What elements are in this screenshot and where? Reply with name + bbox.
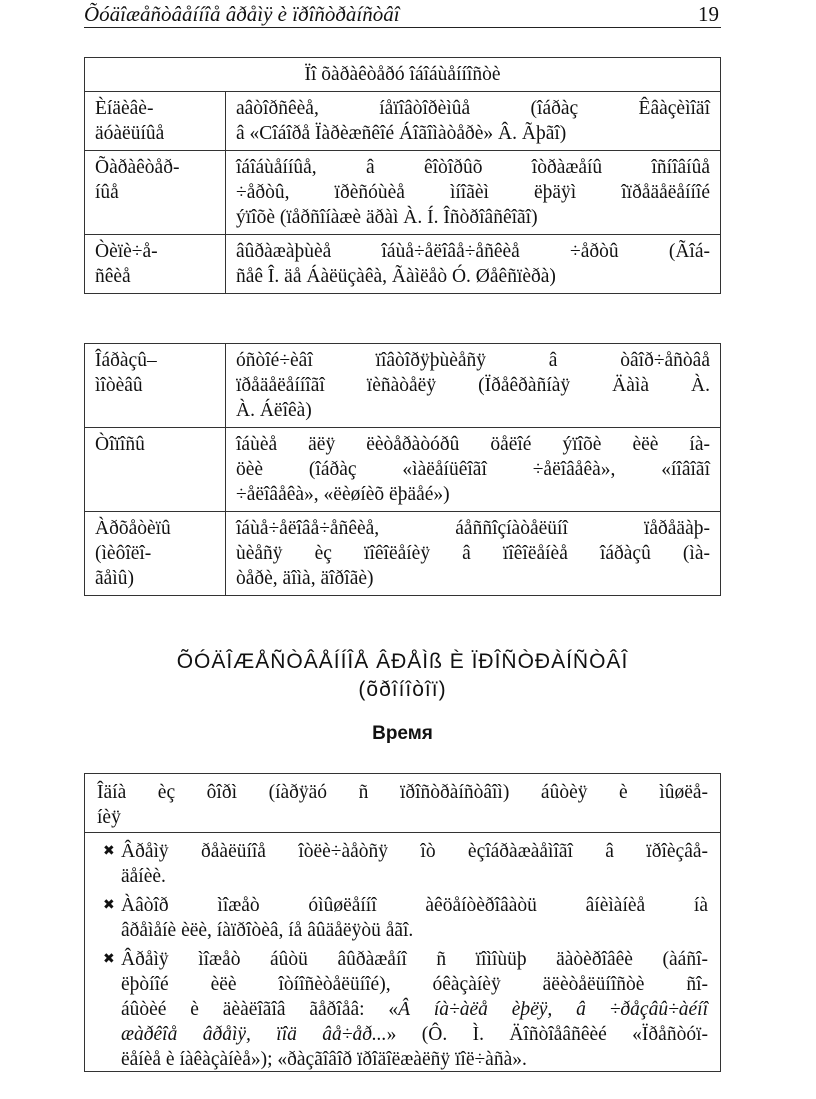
table-row: [85, 512, 721, 596]
desc-line: óñòîé÷èâî ïîâòîðÿþùèåñÿ â òâîð÷åñòâå: [236, 350, 710, 371]
table-row: [85, 235, 721, 294]
definition-line: Îäíà èç ôîðì (íàðÿäó ñ ïðîñòðàíñòâîì) áûòèÿ è ìûøëå-: [97, 782, 708, 803]
time-definition-box: [84, 773, 721, 1072]
section-title: ÕÓÄÎÆÅÑÒÂÅÍÍÎÅ ÂÐÅÌß È ÏÐÎÑÒÐÀÍÑÒÂÎ: [176, 650, 629, 673]
item-text: (Ô. Ì. Äîñòîåâñêèé «Ïðåñòóï-: [421, 1024, 708, 1045]
list-item: [95, 839, 708, 889]
term: äóàëüíûå: [95, 123, 165, 144]
list-item: [95, 893, 708, 943]
term: Àðõåòèïû: [95, 518, 171, 539]
item-line: Âðåìÿ ðåàëüíîå îòëè÷àåòñÿ îò èçîáðàæàåìîãî â ïðîèçâå-: [121, 841, 708, 862]
page-number: 19: [698, 2, 719, 26]
term: Õàðàêòåð-: [95, 157, 180, 178]
image-types-table: [84, 343, 721, 596]
cross-mark-icon: ✖: [103, 952, 115, 967]
running-title: Õóäîæåñòâåííîå âðåìÿ è ïðîñòðàíñòâî: [84, 2, 400, 26]
desc-line: ïðåäåëåííîãî ïèñàòåëÿ (Ïðåêðàñíàÿ Äàìà À.: [236, 375, 710, 396]
term: íûå: [95, 182, 119, 203]
term: ãåìû): [95, 568, 134, 589]
desc-line: ÷åðòû, ïðèñóùèå ìíîãèì ëþäÿì îïðåäåëåííîé: [236, 182, 710, 203]
desc-line: îáùå÷åëîâå÷åñêèå, áåññîçíàòåëüíî ïåðåäàþ-: [236, 518, 710, 539]
desc-line: ñåê Î. äå Áàëüçàêà, Ãàìëåò Ó. Øåêñïèðà): [236, 266, 556, 287]
item-text: áûòèé è äèàëîãîâ ãåðîåâ:: [121, 999, 365, 1020]
desc-line: îáîáùåííûå, â êîòîðûõ îòðàæåíû îñíîâíûå: [236, 157, 710, 178]
desc-line: òåðè, äîìà, äîðîãè): [236, 568, 374, 589]
list-item: [95, 947, 708, 1072]
desc-line: ÷åëîâåêà», «ëèøíèõ ëþäåé»): [236, 484, 450, 505]
table-row: [85, 344, 721, 428]
desc-line: â «Cîáîðå Ïàðèæñêîé Áîãîìàòåðè» Â. Ãþãî): [236, 123, 567, 144]
term: ñêèå: [95, 266, 131, 287]
quote: Â íà÷àëå èþëÿ, â ÷ðåçâû÷àéíî: [398, 999, 709, 1020]
item-line: æàðêîå âðåìÿ, ïîä âå÷åð...» (Ô. Ì. Äîñòîåâñêèé «Ïðåñòóï-: [121, 1024, 708, 1045]
item-line: ëåíèå è íàêàçàíèå»); «ðàçãîâîð ïðîäîëæàëñÿ ïîë÷àñà».: [121, 1049, 527, 1070]
desc-line: ýïîõè (ïåðñîíàæè äðàì À. Í. Îñòðîâñêîãî): [236, 207, 538, 228]
quote: æàðêîå âðåìÿ, ïîä âå÷åð...: [121, 1024, 387, 1045]
desc-line: À. Áëîêà): [236, 400, 312, 421]
item-line: ëþòíîé èëè îòíîñèòåëüíîé), óêàçàíèÿ äëèòåëüíîñòè ñî-: [121, 974, 708, 995]
running-header: [84, 2, 721, 28]
term: ìîòèâû: [95, 375, 143, 396]
cross-mark-icon: ✖: [103, 898, 115, 913]
table-row: [85, 428, 721, 512]
desc-line: aâòîðñêèå, íåïîâòîðèìûå (îáðàç Êâàçèìîäî: [236, 98, 710, 119]
desc-line: öèè (îáðàç «ìàëåíüêîãî ÷åëîâåêà», «íîâîãî: [236, 459, 710, 480]
cross-mark-icon: ✖: [103, 844, 115, 859]
generalization-table: [84, 57, 721, 294]
item-line: Àâòîð ìîæåò óìûøëåííî àêöåíòèðîâàòü âíèìàíèå íà: [121, 895, 708, 916]
item-line: âðåìåíè èëè, íàïðîòèâ, íå âûäåëÿòü åãî.: [121, 920, 414, 941]
section-subtitle: Время: [372, 723, 433, 744]
term: (ìèôîëî-: [95, 543, 152, 564]
table-row: [85, 92, 721, 151]
term: Îáðàçû–: [95, 350, 157, 371]
term: Èíäèâè-: [95, 98, 154, 119]
term: Òîïîñû: [95, 434, 145, 455]
desc-line: âûðàæàþùèå îáùå÷åëîâå÷åñêèå ÷åðòû (Ãîá-: [236, 241, 710, 262]
section-title-sub: (õðîíîòîï): [358, 678, 447, 701]
table-caption: Ïî õàðàêòåðó îáîáùåííîñòè: [85, 58, 721, 92]
item-line: Âðåìÿ ìîæåò áûòü âûðàæåíî ñ ïîìîùüþ äàòèðîâêè (àáñî-: [121, 949, 708, 970]
definition-line: íèÿ: [97, 807, 121, 828]
term: Òèïè÷å-: [95, 241, 158, 262]
item-line: áûòèé è äèàëîãîâ ãåðîåâ: «Â íà÷àëå èþëÿ, â ÷ðåçâû÷àéíî: [121, 999, 709, 1020]
item-line: äåíèè.: [121, 866, 166, 887]
desc-line: îáùèå äëÿ ëèòåðàòóðû öåëîé ýïîõè èëè íà-: [236, 434, 710, 455]
desc-line: ùèåñÿ èç ïîêîëåíèÿ â ïîêîëåíèå îáðàçû (ìà-: [236, 543, 710, 564]
table-row: [85, 151, 721, 235]
